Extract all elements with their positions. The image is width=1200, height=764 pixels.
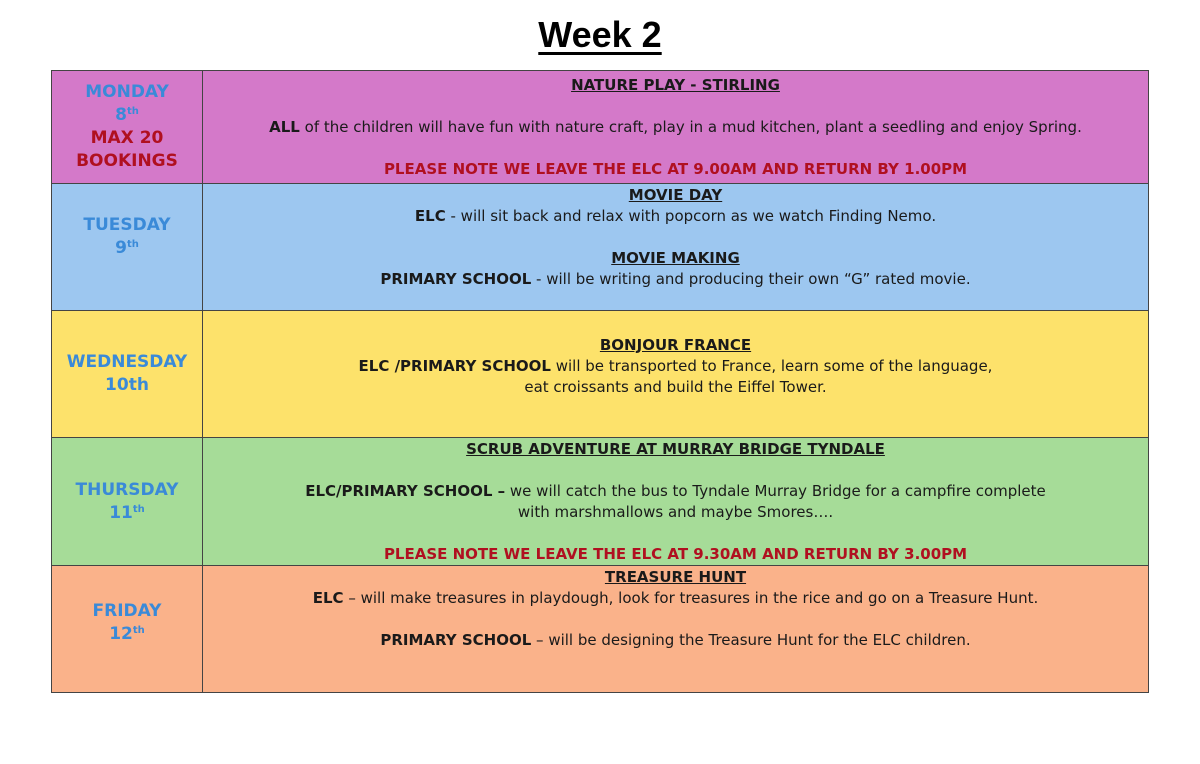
table-row-tuesday — [52, 184, 1149, 311]
booking-label: BOOKINGS — [76, 151, 178, 171]
day-cell-wednesday — [52, 311, 203, 438]
activity-cell-thursday — [203, 438, 1149, 566]
booking-limit: MAX 20 — [90, 128, 164, 148]
day-date: 11th — [109, 502, 145, 523]
activity-cell-tuesday — [203, 184, 1149, 311]
activity-heading: TREASURE HUNT — [604, 568, 747, 586]
day-name: MONDAY — [85, 82, 169, 102]
activity-description-cont: with marshmallows and maybe Smores…. — [517, 503, 834, 521]
activity-cell-friday — [203, 566, 1149, 693]
day-cell-friday — [52, 566, 203, 693]
activity-description-2: PRIMARY SCHOOL – will be designing the Treasure Hunt for the ELC children. — [380, 631, 971, 649]
day-cell-monday — [52, 71, 203, 184]
table-row-friday — [52, 566, 1149, 693]
day-cell-thursday — [52, 438, 203, 566]
activity-description-2: PRIMARY SCHOOL - will be writing and producing their own “G” rated movie. — [380, 270, 971, 288]
day-name: TUESDAY — [83, 215, 171, 235]
table-row-monday — [52, 71, 1149, 184]
page-title: Week 2 — [538, 14, 662, 55]
activity-heading: NATURE PLAY - STIRLING — [571, 75, 780, 94]
day-name: WEDNESDAY — [66, 352, 188, 372]
activity-description-cont: eat croissants and build the Eiffel Tower. — [524, 377, 827, 396]
activity-description: ELC - will sit back and relax with popcorn as we watch Finding Nemo. — [414, 207, 937, 225]
activity-description: ALL of the children will have fun with nature craft, play in a mud kitchen, plant a seedling and enjoy Spring. — [269, 117, 1082, 136]
activity-description: ELC /PRIMARY SCHOOL will be transported to France, learn some of the language, — [358, 356, 993, 375]
activity-cell-wednesday — [203, 311, 1149, 438]
day-name: THURSDAY — [75, 479, 179, 500]
activity-description: ELC/PRIMARY SCHOOL – we will catch the bus to Tyndale Murray Bridge for a campfire complete — [305, 482, 1046, 500]
day-date: 8th — [115, 105, 139, 125]
day-cell-tuesday — [52, 184, 203, 311]
table-row-wednesday — [52, 311, 1149, 438]
activity-cell-monday — [203, 71, 1149, 184]
activity-heading-2: MOVIE MAKING — [611, 249, 740, 267]
activity-heading: SCRUB ADVENTURE AT MURRAY BRIDGE TYNDALE — [466, 440, 885, 458]
day-date: 9th — [115, 238, 139, 258]
activity-heading: MOVIE DAY — [628, 186, 723, 204]
activity-heading: BONJOUR FRANCE — [599, 335, 752, 354]
day-name: FRIDAY — [92, 601, 162, 621]
table-row-thursday — [52, 438, 1149, 566]
activity-note: PLEASE NOTE WE LEAVE THE ELC AT 9.00AM AND RETURN BY 1.00PM — [383, 159, 968, 178]
activity-description: ELC – will make treasures in playdough, look for treasures in the rice and go on a Treasure Hunt. — [312, 589, 1039, 607]
activity-note: PLEASE NOTE WE LEAVE THE ELC AT 9.30AM AND RETURN BY 3.00PM — [383, 545, 968, 563]
schedule-table — [51, 70, 1149, 693]
day-date: 10th — [105, 375, 149, 395]
day-date: 12th — [109, 624, 145, 644]
